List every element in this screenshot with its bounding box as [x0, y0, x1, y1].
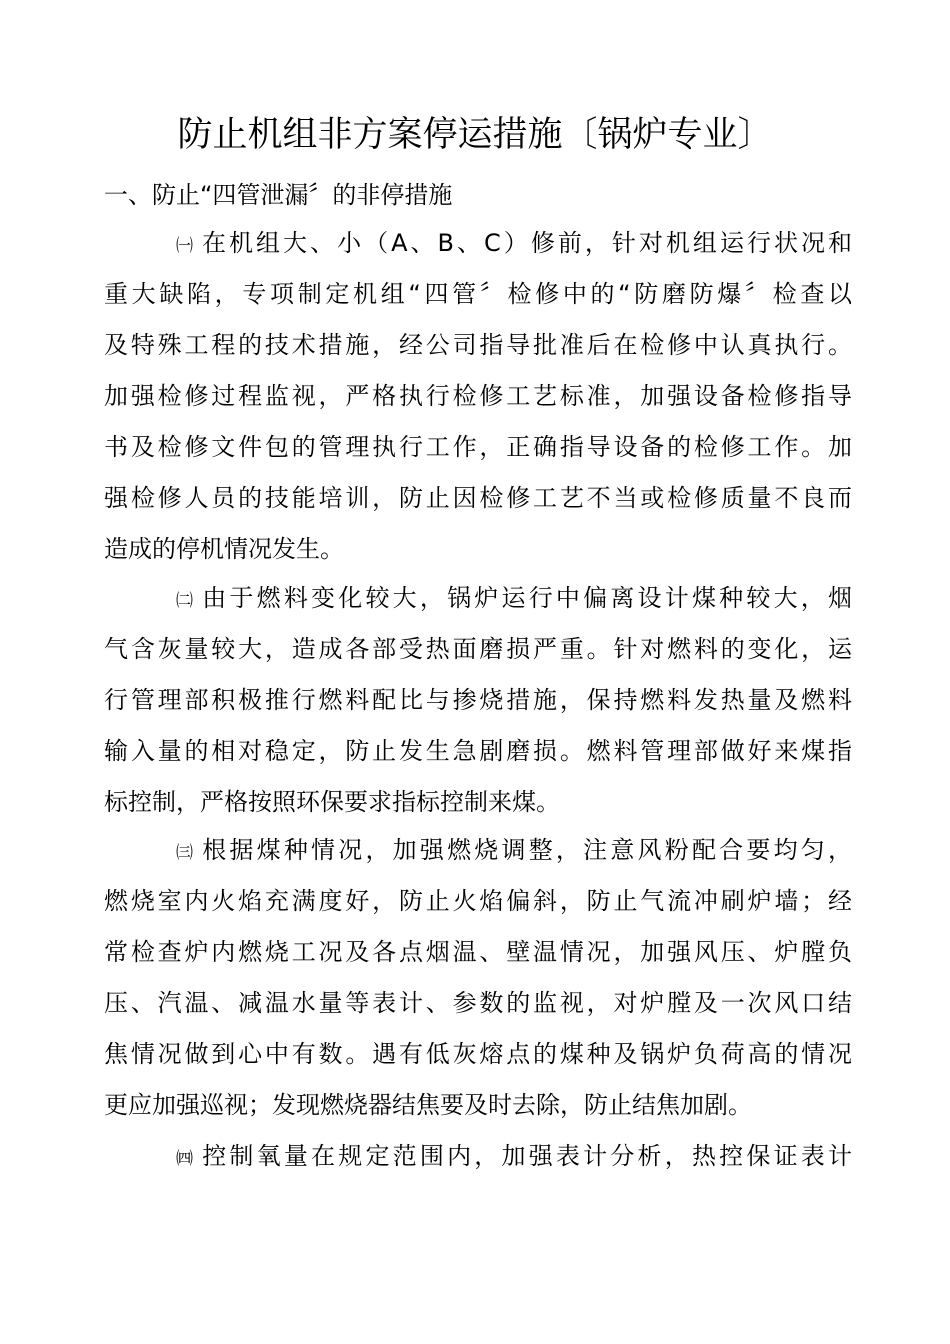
paragraph-marker: ㈣	[176, 1149, 197, 1169]
line-text: 控制氧量在规定范围内，加强表计分析，热控保证表计	[202, 1142, 853, 1170]
paragraph-line: 书及检修文件包的管理执行工作，正确指导设备的检修工作。加	[104, 433, 852, 461]
paragraph-line: 标控制，严格按照环保要求指标控制来煤。	[104, 788, 560, 816]
document-title: 防止机组非方案停运措施〔锅炉专业〕	[177, 115, 773, 155]
paragraph-line	[104, 825, 852, 876]
paragraph-1	[104, 218, 852, 575]
paragraph-line	[104, 218, 852, 269]
paragraph-3	[104, 825, 852, 1131]
paragraph-line: 及特殊工程的技术措施，经公司指导批准后在检修中认真执行。	[104, 331, 852, 359]
paragraph-line: 常检查炉内燃烧工况及各点烟温、壁温情况，加强风压、炉膛负	[104, 938, 852, 966]
line-text: 根据煤种情况，加强燃烧调整，注意风粉配合要均匀，	[202, 836, 853, 864]
paragraph-line: 焦情况做到心中有数。遇有低灰熔点的煤种及锅炉负荷高的情况	[104, 1040, 852, 1068]
paragraph-marker: ㈠	[176, 236, 197, 256]
paragraph-line: 燃烧室内火焰充满度好，防止火焰偏斜，防止气流冲刷炉墙；经	[104, 887, 852, 915]
paragraph-line: 重大缺陷，专项制定机组“四管〞检修中的“防磨防爆〞检查以	[104, 280, 852, 308]
paragraph-line: 气含灰量较大，造成各部受热面磨损严重。针对燃料的变化，运	[104, 635, 852, 663]
paragraph-line: 强检修人员的技能培训，防止因检修工艺不当或检修质量不良而	[104, 484, 852, 512]
line-text: 由于燃料变化较大，锅炉运行中偏离设计煤种较大，烟	[202, 584, 853, 612]
paragraph-4	[104, 1131, 852, 1182]
paragraph-line: 更应加强巡视；发现燃烧器结焦要及时去除，防止结焦加剧。	[104, 1091, 752, 1119]
paragraph-marker: ㈡	[176, 591, 197, 611]
paragraph-marker: ㈢	[176, 843, 197, 863]
section-heading: 一、防止“四管泄漏〞的非停措施	[104, 181, 453, 209]
paragraph-line: 造成的停机情况发生。	[104, 535, 344, 563]
paragraph-line: 加强检修过程监视，严格执行检修工艺标准，加强设备检修指导	[104, 382, 852, 410]
paragraph-line	[104, 1131, 852, 1182]
paragraph-2	[104, 573, 852, 828]
paragraph-line: 行管理部积极推行燃料配比与掺烧措施，保持燃料发热量及燃料	[104, 686, 852, 714]
paragraph-line	[104, 573, 852, 624]
line-text: 在机组大、小（A、B、C）修前，针对机组运行状况和	[202, 229, 852, 257]
paragraph-line: 压、汽温、减温水量等表计、参数的监视，对炉膛及一次风口结	[104, 989, 852, 1017]
paragraph-line: 输入量的相对稳定，防止发生急剧磨损。燃料管理部做好来煤指	[104, 737, 852, 765]
